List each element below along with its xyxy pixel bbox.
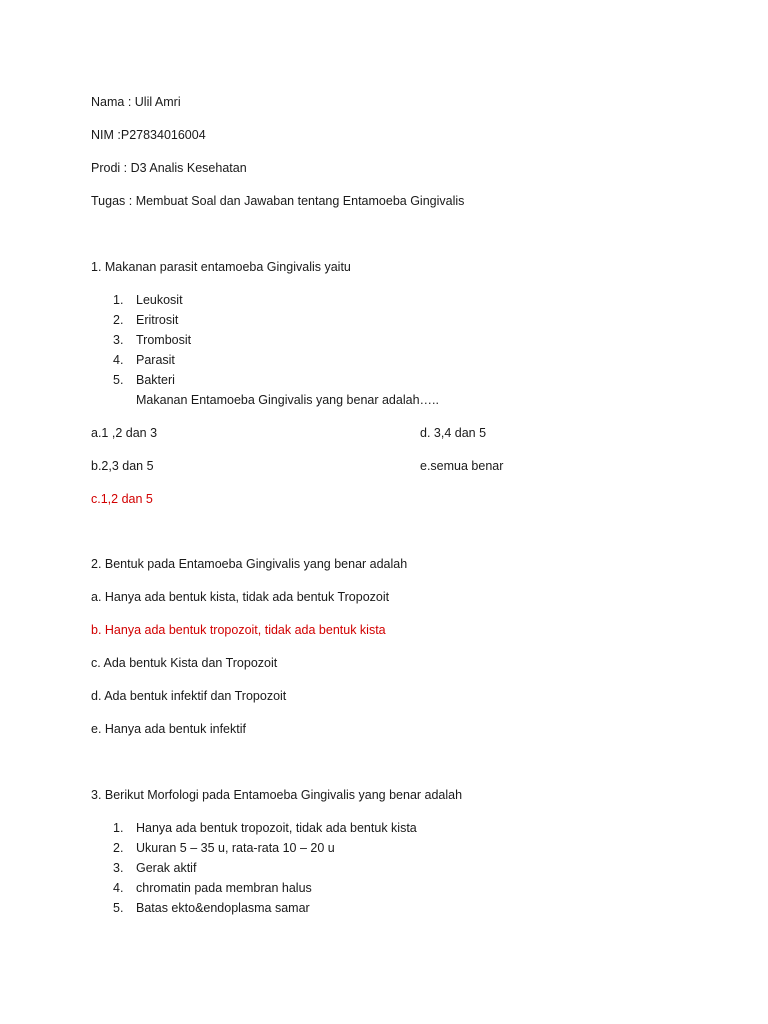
list-number: 2. [113, 313, 124, 327]
list-text: Trombosit [136, 333, 192, 347]
list-number: 3. [113, 861, 124, 875]
list-number: 5. [113, 901, 124, 915]
list-text: Bakteri [136, 373, 175, 387]
option-1e: e.semua benar [420, 459, 504, 473]
option-1d: d. 3,4 dan 5 [420, 426, 487, 440]
list-number: 1. [113, 821, 124, 835]
option-2a: a. Hanya ada bentuk kista, tidak ada bentuk Tropozoit [91, 590, 390, 604]
list-number: 4. [113, 353, 124, 367]
list-number: 1. [113, 293, 124, 307]
tugas-line: Tugas : Membuat Soal dan Jawaban tentang Entamoeba Gingivalis [91, 194, 465, 208]
option-1b: b.2,3 dan 5 [91, 459, 154, 473]
option-2b-answer: b. Hanya ada bentuk tropozoit, tidak ada bentuk kista [91, 623, 386, 637]
question-3: 3. Berikut Morfologi pada Entamoeba Gingivalis yang benar adalah [91, 788, 463, 802]
list-text: chromatin pada membran halus [136, 881, 312, 895]
nama-line: Nama : Ulil Amri [91, 95, 181, 109]
list-number: 4. [113, 881, 124, 895]
prodi-line: Prodi : D3 Analis Kesehatan [91, 161, 247, 175]
list-text: Ukuran 5 – 35 u, rata-rata 10 – 20 u [136, 841, 335, 855]
option-1c-answer: c.1,2 dan 5 [91, 492, 153, 506]
option-2c: c. Ada bentuk Kista dan Tropozoit [91, 656, 278, 670]
list-text: Parasit [136, 353, 175, 367]
list-text: Leukosit [136, 293, 183, 307]
list-number: 3. [113, 333, 124, 347]
list-text: Hanya ada bentuk tropozoit, tidak ada bentuk kista [136, 821, 417, 835]
list-text: Batas ekto&endoplasma samar [136, 901, 310, 915]
question-2: 2. Bentuk pada Entamoeba Gingivalis yang benar adalah [91, 557, 408, 571]
question-1-prompt: Makanan Entamoeba Gingivalis yang benar adalah….. [136, 393, 439, 407]
list-number: 5. [113, 373, 124, 387]
question-1: 1. Makanan parasit entamoeba Gingivalis yaitu [91, 260, 351, 274]
nim-line: NIM :P27834016004 [91, 128, 206, 142]
option-1a: a.1 ,2 dan 3 [91, 426, 158, 440]
option-2d: d. Ada bentuk infektif dan Tropozoit [91, 689, 287, 703]
list-number: 2. [113, 841, 124, 855]
list-text: Eritrosit [136, 313, 179, 327]
list-text: Gerak aktif [136, 861, 197, 875]
option-2e: e. Hanya ada bentuk infektif [91, 722, 246, 736]
